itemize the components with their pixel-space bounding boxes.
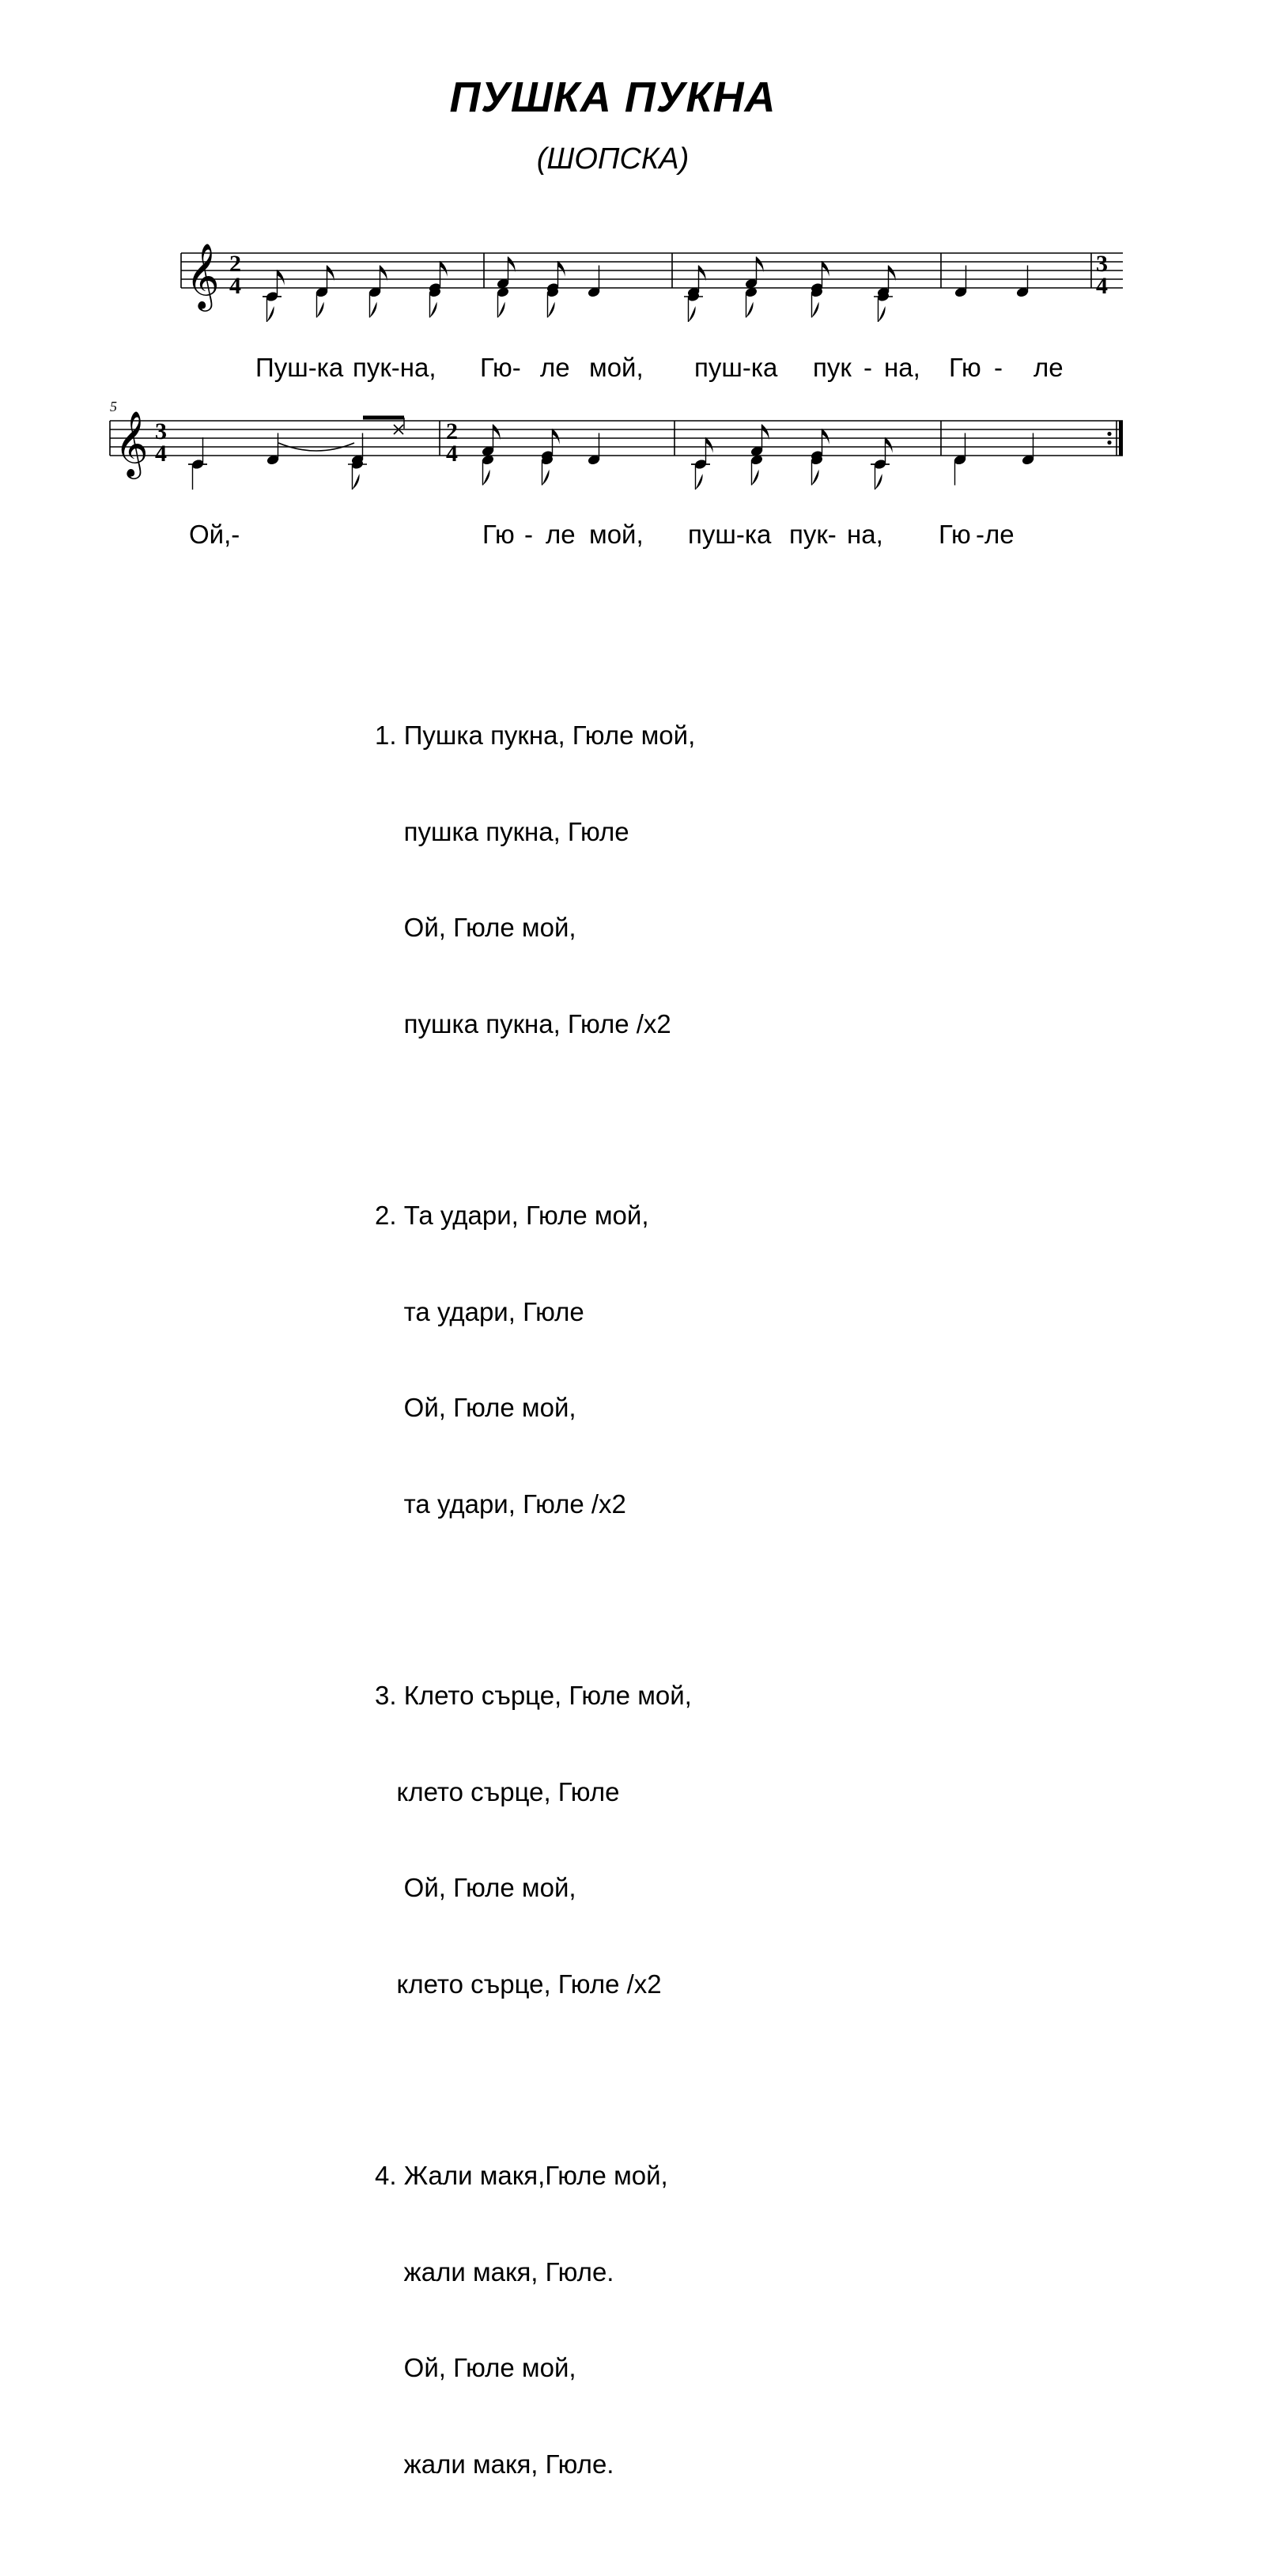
song-subtitle: (ШОПСКА) <box>536 142 690 176</box>
lyric-syllable: - <box>994 353 1003 382</box>
lyric-syllable: пук-на, <box>353 353 436 382</box>
note-flag <box>689 306 696 322</box>
note-flag <box>278 270 285 286</box>
verse-line: 1. Пушка пукна, Гюле мой, <box>375 721 696 750</box>
verse-line: Ой, Гюле мой, <box>375 1873 576 1902</box>
lyric-syllable: пуш-ка <box>694 353 778 382</box>
lyric-syllable: -ле <box>976 520 1015 549</box>
note-flag <box>706 437 713 453</box>
repeat-dot <box>1107 432 1111 436</box>
verse-line: жали макя, Гюле. <box>375 2449 614 2479</box>
note-flag <box>752 470 759 486</box>
lyric-syllable: ле <box>1033 353 1064 382</box>
lyric-syllable: на, <box>847 520 883 549</box>
lyric-syllable: - <box>863 353 872 382</box>
note-flag <box>746 302 754 318</box>
note-flag <box>875 474 882 490</box>
verse-line: пушка пукна, Гюле <box>375 816 629 846</box>
note-flag <box>822 429 829 444</box>
measure-number: 5 <box>110 399 117 414</box>
lyric-syllable: - <box>524 520 533 549</box>
verse-line: та удари, Гюле <box>375 1296 584 1326</box>
verses-block <box>375 656 695 2576</box>
note-flag <box>317 302 324 318</box>
note-flag <box>483 470 490 486</box>
note-flag <box>812 302 819 318</box>
note-flag <box>812 470 819 486</box>
time-sig-top: 3 <box>155 418 167 444</box>
staff-system-2 <box>110 410 1123 490</box>
note-flag <box>267 306 274 322</box>
verse-line: 2. Та удари, Гюле мой, <box>375 1201 649 1230</box>
verse-line: Ой, Гюле мой, <box>375 913 576 942</box>
note-flag <box>696 474 703 490</box>
time-sig-top: 2 <box>446 418 458 444</box>
time-sig-top: 2 <box>229 251 241 277</box>
time-sig-bottom: 4 <box>1096 273 1108 299</box>
treble-clef-icon: 𝄞 <box>186 242 220 308</box>
verse-line: Ой, Гюле мой, <box>375 2353 576 2382</box>
sheet-music <box>0 0 1281 601</box>
lyric-syllable: Гю <box>482 520 515 549</box>
verse-line: та удари, Гюле /х2 <box>375 1488 626 1519</box>
time-sig-bottom: 4 <box>446 441 458 467</box>
verse-1 <box>375 656 695 1104</box>
note-flag <box>542 470 550 486</box>
verse-line: 3. Клето сърце, Гюле мой, <box>375 1681 692 1710</box>
note-flag <box>822 261 829 277</box>
time-signature-system-2 <box>155 418 458 467</box>
note-flag <box>558 261 565 277</box>
lyric-syllable: мой, <box>589 353 644 382</box>
time-signature-system-1 <box>229 251 1108 299</box>
lyric-syllable: ле <box>546 520 576 549</box>
verse-3 <box>375 1616 695 2064</box>
verse-line: 4. Жали макя,Гюле мой, <box>375 2161 668 2190</box>
note-flag <box>553 429 560 444</box>
time-sig-bottom: 4 <box>229 273 241 299</box>
repeat-dot <box>1107 441 1111 444</box>
final-barline-thick <box>1119 421 1123 456</box>
staff-system-1 <box>181 242 1123 322</box>
time-sig-bottom: 4 <box>155 441 167 467</box>
verse-2 <box>375 1136 695 1584</box>
lyric-syllable: пук <box>813 353 852 382</box>
lyric-syllable: Ой,- <box>189 520 240 549</box>
note-flag <box>886 437 893 453</box>
lyric-syllable: на, <box>884 353 920 382</box>
note-flag <box>440 261 448 277</box>
note-flag <box>430 302 437 318</box>
lyric-syllable: Гю <box>939 520 971 549</box>
lyric-syllable: Гю <box>949 353 981 382</box>
lyric-syllable: Гю- <box>480 353 521 382</box>
time-sig-top: 3 <box>1096 251 1108 277</box>
verse-line: Ой, Гюле мой, <box>375 1393 576 1422</box>
verse-line: жали макя, Гюле. <box>375 2256 614 2287</box>
lyric-syllable: мой, <box>589 520 644 549</box>
treble-clef-icon: 𝄞 <box>115 410 149 476</box>
verse-line: клето сърце, Гюле /х2 <box>375 1969 662 1999</box>
verse-4 <box>375 2096 695 2544</box>
lyric-syllable: ле <box>540 353 570 382</box>
song-title: ПУШКА ПУКНА <box>449 74 777 121</box>
note-flag <box>879 306 886 322</box>
lyric-syllable: пуш-ка <box>688 520 772 549</box>
lyric-syllable: пук- <box>789 520 837 549</box>
note-flag <box>353 474 360 490</box>
verse-line: пушка пукна, Гюле /х2 <box>375 1008 671 1038</box>
note-flag <box>498 302 505 318</box>
note-flag <box>548 302 555 318</box>
verse-line: клето сърце, Гюле <box>375 1776 620 1806</box>
lyric-syllable: Пуш-ка <box>255 353 344 382</box>
note-flag <box>370 302 377 318</box>
